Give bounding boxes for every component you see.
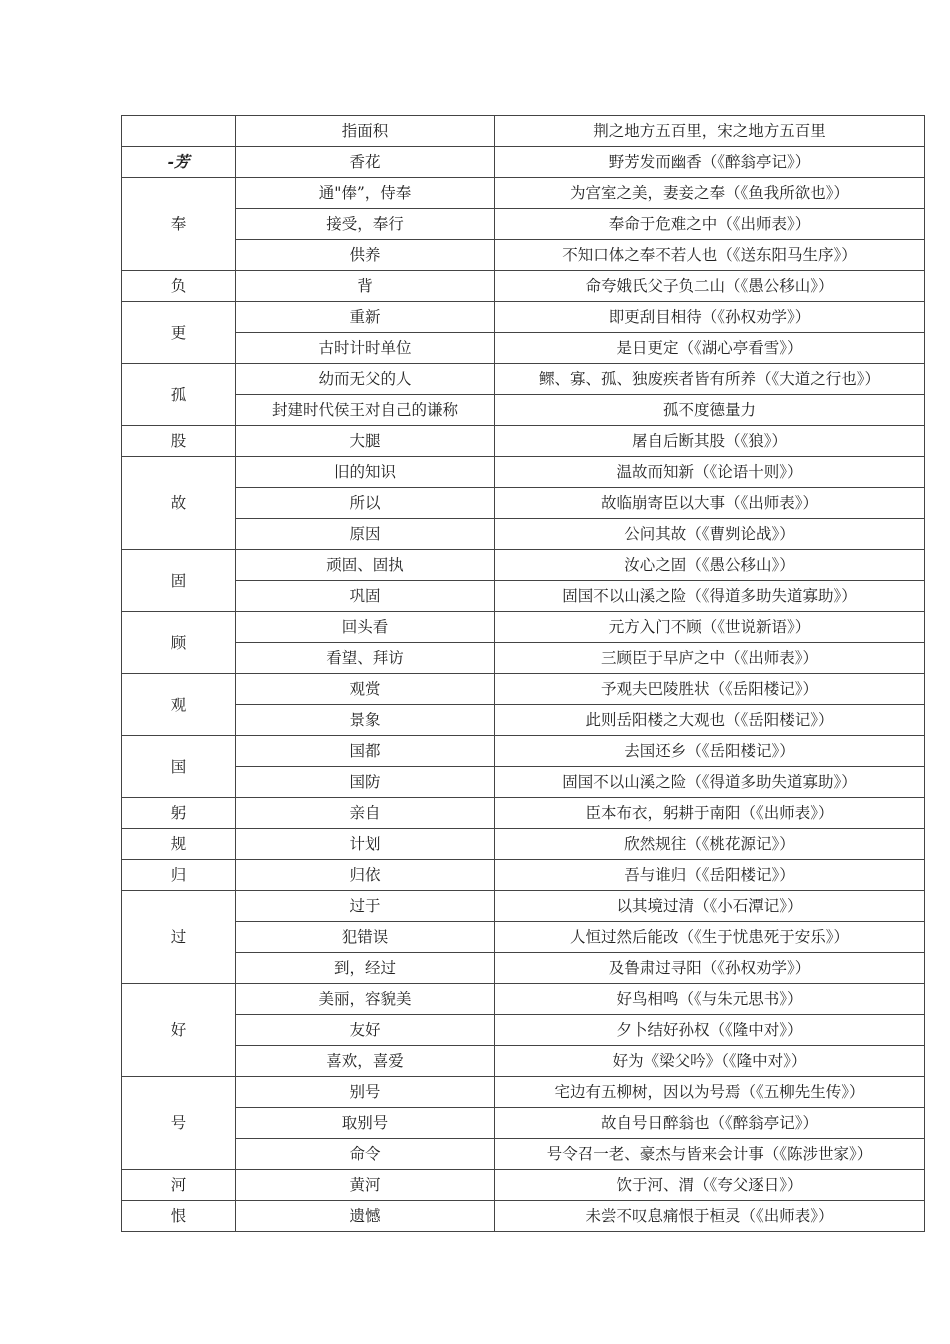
example-cell: 命夸娥氏父子负二山（《愚公移山》） — [495, 271, 925, 302]
example-cell: 温故而知新（《论语十则》） — [495, 457, 925, 488]
meaning-cell: 旧的知识 — [236, 457, 495, 488]
table-row — [122, 302, 925, 333]
example-cell: 欣然规往（《桃花源记》） — [495, 829, 925, 860]
meaning-cell: 友好 — [236, 1015, 495, 1046]
example-cell: 夕卜结好孙权（《隆中对》） — [495, 1015, 925, 1046]
table-row — [122, 705, 925, 736]
headword-cell: 负 — [122, 271, 236, 302]
table-row — [122, 798, 925, 829]
example-cell: 是日更定（《湖心亭看雪》） — [495, 333, 925, 364]
meaning-cell: 接受，奉行 — [236, 209, 495, 240]
headword-cell: 固 — [122, 550, 236, 612]
headword-cell: 观 — [122, 674, 236, 736]
meaning-cell: 重新 — [236, 302, 495, 333]
headword-cell: 恨 — [122, 1201, 236, 1232]
headword-cell: 故 — [122, 457, 236, 550]
meaning-cell: 大腿 — [236, 426, 495, 457]
headword-cell: 躬 — [122, 798, 236, 829]
example-cell: 及鲁肃过寻阳（《孙权劝学》） — [495, 953, 925, 984]
headword-cell: 国 — [122, 736, 236, 798]
example-cell: 去国还乡（《岳阳楼记》） — [495, 736, 925, 767]
example-cell: 饮于河、渭（《夸父逐日》） — [495, 1170, 925, 1201]
meaning-cell: 计划 — [236, 829, 495, 860]
example-cell: 公问其故（《曹刿论战》） — [495, 519, 925, 550]
headword-cell: 顾 — [122, 612, 236, 674]
table-row — [122, 1077, 925, 1108]
example-cell: 未尝不叹息痛恨于桓灵（《出师表》） — [495, 1201, 925, 1232]
meaning-cell: 回头看 — [236, 612, 495, 643]
meaning-cell: 封建时代侯王对自己的谦称 — [236, 395, 495, 426]
meaning-cell: 归依 — [236, 860, 495, 891]
headword-cell: 过 — [122, 891, 236, 984]
meaning-cell: 遗憾 — [236, 1201, 495, 1232]
headword-cell: 孤 — [122, 364, 236, 426]
meaning-cell: 指面积 — [236, 116, 495, 147]
table-row — [122, 1170, 925, 1201]
headword-cell — [122, 116, 236, 147]
example-cell: 人恒过然后能改（《生于忧患死于安乐》） — [495, 922, 925, 953]
example-cell: 故临崩寄臣以大事（《出师表》） — [495, 488, 925, 519]
meaning-cell: 观赏 — [236, 674, 495, 705]
table-row — [122, 1201, 925, 1232]
table-row — [122, 488, 925, 519]
table-row — [122, 674, 925, 705]
meaning-cell: 命令 — [236, 1139, 495, 1170]
headword-cell: 好 — [122, 984, 236, 1077]
table-row — [122, 736, 925, 767]
meaning-cell: 到，经过 — [236, 953, 495, 984]
table-row — [122, 612, 925, 643]
example-cell: 鳏、寡、孤、独废疾者皆有所养（《大道之行也》） — [495, 364, 925, 395]
meaning-cell: 幼而无父的人 — [236, 364, 495, 395]
table-row — [122, 581, 925, 612]
meaning-cell: 巩固 — [236, 581, 495, 612]
example-cell: 孤不度德量力 — [495, 395, 925, 426]
example-cell: 固国不以山溪之险（《得道多助失道寡助》） — [495, 581, 925, 612]
example-cell: 元方入门不顾（《世说新语》） — [495, 612, 925, 643]
meaning-cell: 别号 — [236, 1077, 495, 1108]
example-cell: 此则岳阳楼之大观也（《岳阳楼记》） — [495, 705, 925, 736]
table-row — [122, 116, 925, 147]
meaning-cell: 所以 — [236, 488, 495, 519]
table-row — [122, 891, 925, 922]
headword-cell: 归 — [122, 860, 236, 891]
meaning-cell: 喜欢，喜爱 — [236, 1046, 495, 1077]
table-row — [122, 922, 925, 953]
table-row — [122, 333, 925, 364]
meaning-cell: 美丽，容貌美 — [236, 984, 495, 1015]
example-cell: 吾与谁归（《岳阳楼记》） — [495, 860, 925, 891]
meaning-cell: 看望、拜访 — [236, 643, 495, 674]
vocabulary-table — [121, 115, 925, 1232]
example-cell: 好为《梁父吟》（《隆中对》） — [495, 1046, 925, 1077]
table-row — [122, 426, 925, 457]
table-row — [122, 767, 925, 798]
example-cell: 号令召一老、豪杰与皆来会计事（《陈涉世家》） — [495, 1139, 925, 1170]
example-cell: 为宫室之美，妻妾之奉（《鱼我所欲也》） — [495, 178, 925, 209]
meaning-cell: 亲自 — [236, 798, 495, 829]
table-row — [122, 1108, 925, 1139]
table-row — [122, 519, 925, 550]
table-row — [122, 550, 925, 581]
table-row — [122, 240, 925, 271]
headword-cell: 更 — [122, 302, 236, 364]
table-row — [122, 1015, 925, 1046]
example-cell: 固国不以山溪之险（《得道多助失道寡助》） — [495, 767, 925, 798]
table-row — [122, 643, 925, 674]
table-row — [122, 147, 925, 178]
meaning-cell: 背 — [236, 271, 495, 302]
meaning-cell: 国都 — [236, 736, 495, 767]
example-cell: 汝心之固（《愚公移山》） — [495, 550, 925, 581]
table-row — [122, 271, 925, 302]
table-row — [122, 209, 925, 240]
example-cell: 三顾臣于早庐之中（《出师表》） — [495, 643, 925, 674]
example-cell: 以其境过清（《小石潭记》） — [495, 891, 925, 922]
example-cell: 奉命于危难之中（《出师表》） — [495, 209, 925, 240]
meaning-cell: 景象 — [236, 705, 495, 736]
meaning-cell: 原因 — [236, 519, 495, 550]
meaning-cell: 过于 — [236, 891, 495, 922]
example-cell: 予观夫巴陵胜状（《岳阳楼记》） — [495, 674, 925, 705]
example-cell: 好鸟相鸣（《与朱元思书》） — [495, 984, 925, 1015]
table-row — [122, 860, 925, 891]
headword-cell: 规 — [122, 829, 236, 860]
table-row — [122, 395, 925, 426]
example-cell: 屠自后断其股（《狼》） — [495, 426, 925, 457]
table-row — [122, 1046, 925, 1077]
headword-cell: 奉 — [122, 178, 236, 271]
example-cell: 不知口体之奉不若人也（《送东阳马生序》） — [495, 240, 925, 271]
headword-cell: -芳 — [122, 147, 236, 178]
vocabulary-table-body — [122, 116, 925, 1232]
meaning-cell: 古时计时单位 — [236, 333, 495, 364]
table-row — [122, 1139, 925, 1170]
example-cell: 荆之地方五百里，宋之地方五百里 — [495, 116, 925, 147]
example-cell: 野芳发而幽香（《醉翁亭记》） — [495, 147, 925, 178]
example-cell: 宅边有五柳树，因以为号焉（《五柳先生传》） — [495, 1077, 925, 1108]
meaning-cell: 顽固、固执 — [236, 550, 495, 581]
meaning-cell: 香花 — [236, 147, 495, 178]
example-cell: 故自号日醉翁也（《醉翁亭记》） — [495, 1108, 925, 1139]
meaning-cell: 通"俸”，侍奉 — [236, 178, 495, 209]
table-row — [122, 953, 925, 984]
headword-cell: 股 — [122, 426, 236, 457]
meaning-cell: 国防 — [236, 767, 495, 798]
table-row — [122, 364, 925, 395]
example-cell: 即更刮目相待（《孙权劝学》） — [495, 302, 925, 333]
meaning-cell: 黄河 — [236, 1170, 495, 1201]
meaning-cell: 犯错误 — [236, 922, 495, 953]
table-row — [122, 457, 925, 488]
headword-cell: 河 — [122, 1170, 236, 1201]
table-row — [122, 178, 925, 209]
table-row — [122, 829, 925, 860]
table-row — [122, 984, 925, 1015]
headword-cell: 号 — [122, 1077, 236, 1170]
meaning-cell: 取别号 — [236, 1108, 495, 1139]
example-cell: 臣本布衣，躬耕于南阳（《出师表》） — [495, 798, 925, 829]
meaning-cell: 供养 — [236, 240, 495, 271]
